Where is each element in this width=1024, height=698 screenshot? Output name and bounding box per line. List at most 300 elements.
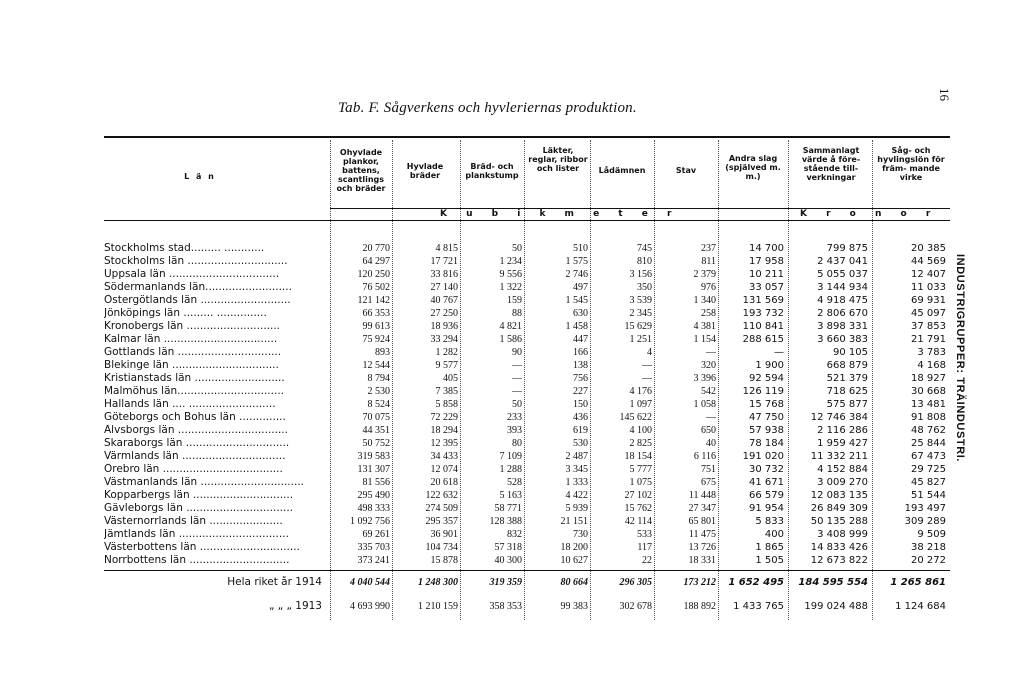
cell-laths: 5 939 <box>565 503 588 514</box>
unit-money: K r o n o r <box>800 209 939 219</box>
table-row <box>0 372 960 385</box>
cell-sawing-fee: 67 473 <box>911 451 946 462</box>
cell-unplaned-planks: 20 770 <box>362 243 390 254</box>
table-row <box>0 554 960 567</box>
cell-staves: 675 <box>701 477 716 488</box>
county-label: Västerbottens län .............................. <box>104 541 300 553</box>
cell-unplaned-planks: 99 613 <box>362 321 390 332</box>
cell-sawing-fee: 11 033 <box>911 282 946 293</box>
cell-planed-boards: 33 294 <box>430 334 458 345</box>
cell-plank-ends: 1 586 <box>499 334 522 345</box>
header-lan: L ä n <box>184 172 216 181</box>
cell-planed-boards: 4 815 <box>435 243 458 254</box>
cell-box-blanks: 117 <box>637 542 652 553</box>
total-cell-sawing-fee: 1 265 861 <box>890 577 946 588</box>
county-label: Kopparbergs län .............................. <box>104 489 294 501</box>
cell-total-value: 3 408 999 <box>817 529 868 540</box>
cell-sawing-fee: 44 569 <box>911 256 946 267</box>
cell-other: 1 865 <box>755 542 784 553</box>
cell-planed-boards: 7 385 <box>435 386 458 397</box>
cell-laths: 730 <box>573 529 588 540</box>
cell-staves: — <box>706 412 716 423</box>
cell-staves: 320 <box>701 360 716 371</box>
cell-total-value: 668 879 <box>826 360 868 371</box>
cell-unplaned-planks: 335 703 <box>357 542 390 553</box>
header-planed-boards: Hyvlade bräder <box>406 162 444 180</box>
cell-planed-boards: 1 282 <box>435 347 458 358</box>
cell-plank-ends: 1 234 <box>499 256 522 267</box>
cell-other: 5 833 <box>755 516 784 527</box>
cell-planed-boards: 5 858 <box>435 399 458 410</box>
total-cell-unplaned-planks: 4 693 990 <box>350 601 390 612</box>
cell-plank-ends: 528 <box>507 477 522 488</box>
cell-sawing-fee: 69 931 <box>911 295 946 306</box>
total-cell-staves: 188 892 <box>683 601 716 612</box>
cell-planed-boards: 27 140 <box>430 282 458 293</box>
cell-unplaned-planks: 319 583 <box>357 451 390 462</box>
cell-plank-ends: 88 <box>512 308 522 319</box>
cell-unplaned-planks: 131 307 <box>357 464 390 475</box>
cell-box-blanks: 5 777 <box>629 464 652 475</box>
cell-planed-boards: 27 250 <box>430 308 458 319</box>
cell-planed-boards: 18 294 <box>430 425 458 436</box>
cell-sawing-fee: 4 168 <box>917 360 946 371</box>
cell-box-blanks: 27 102 <box>624 490 652 501</box>
table-row <box>0 450 960 463</box>
total-cell-plank-ends: 319 359 <box>489 577 522 588</box>
cell-sawing-fee: 91 808 <box>911 412 946 423</box>
cell-total-value: 2 437 041 <box>817 256 868 267</box>
cell-box-blanks: 1 075 <box>629 477 652 488</box>
cell-unplaned-planks: 498 333 <box>357 503 390 514</box>
cell-plank-ends: 90 <box>512 347 522 358</box>
cell-planed-boards: 72 229 <box>430 412 458 423</box>
cell-total-value: 12 746 384 <box>810 412 868 423</box>
cell-staves: 18 331 <box>688 555 716 566</box>
cell-staves: 11 448 <box>688 490 716 501</box>
cell-sawing-fee: 9 509 <box>917 529 946 540</box>
total-cell-planed-boards: 1 210 159 <box>418 601 458 612</box>
header-unplaned-planks: Ohyvlade plankor, battens, scantlings och bräder <box>336 148 386 193</box>
table-row <box>0 242 960 255</box>
cell-staves: 976 <box>701 282 716 293</box>
cell-laths: 138 <box>573 360 588 371</box>
page-number: 16 <box>937 88 952 101</box>
county-label: Jämtlands län ................................. <box>104 528 289 540</box>
cell-laths: 10 627 <box>560 555 588 566</box>
cell-total-value: 26 849 309 <box>810 503 868 514</box>
cell-unplaned-planks: 69 261 <box>362 529 390 540</box>
county-label: Jönköpings län ......... ............... <box>104 307 267 319</box>
table-row <box>0 476 960 489</box>
cell-unplaned-planks: 70 075 <box>362 412 390 423</box>
cell-staves: — <box>706 347 716 358</box>
cell-planed-boards: 274 509 <box>425 503 458 514</box>
cell-box-blanks: 3 539 <box>629 295 652 306</box>
cell-total-value: 12 083 135 <box>810 490 868 501</box>
cell-other: 131 569 <box>742 295 784 306</box>
header-bottom-rule <box>104 220 950 221</box>
table-row <box>0 541 960 554</box>
cell-other: 191 020 <box>742 451 784 462</box>
total-cell-total-value: 184 595 554 <box>798 577 868 588</box>
cell-plank-ends: 159 <box>507 295 522 306</box>
cell-sawing-fee: 3 783 <box>917 347 946 358</box>
cell-other: 400 <box>764 529 784 540</box>
cell-plank-ends: 80 <box>512 438 522 449</box>
county-label: Skaraborgs län ............................... <box>104 437 290 449</box>
cell-total-value: 3 144 934 <box>817 282 868 293</box>
cell-sawing-fee: 309 289 <box>904 516 946 527</box>
cell-box-blanks: 1 251 <box>629 334 652 345</box>
cell-sawing-fee: 18 927 <box>911 373 946 384</box>
cell-unplaned-planks: 121 142 <box>357 295 390 306</box>
cell-other: 92 594 <box>749 373 784 384</box>
cell-sawing-fee: 20 272 <box>911 555 946 566</box>
cell-total-value: 50 135 288 <box>810 516 868 527</box>
cell-planed-boards: 295 357 <box>425 516 458 527</box>
cell-laths: 630 <box>573 308 588 319</box>
cell-unplaned-planks: 2 530 <box>367 386 390 397</box>
cell-box-blanks: 22 <box>642 555 652 566</box>
cell-total-value: 4 918 475 <box>817 295 868 306</box>
cell-laths: 497 <box>573 282 588 293</box>
cell-staves: 1 058 <box>693 399 716 410</box>
cell-planed-boards: 40 767 <box>430 295 458 306</box>
cell-plank-ends: — <box>512 360 522 371</box>
total-cell-sawing-fee: 1 124 684 <box>895 601 946 612</box>
cell-box-blanks: 4 <box>647 347 652 358</box>
cell-other: 57 938 <box>749 425 784 436</box>
cell-plank-ends: 1 322 <box>499 282 522 293</box>
cell-staves: 27 347 <box>688 503 716 514</box>
cell-box-blanks: 3 156 <box>629 269 652 280</box>
cell-other: 14 700 <box>749 243 784 254</box>
cell-other: 110 841 <box>742 321 784 332</box>
county-label: Hallands län .... .......................... <box>104 398 276 410</box>
table-row <box>0 489 960 502</box>
cell-box-blanks: 2 825 <box>629 438 652 449</box>
county-label: Östergötlands län ........................... <box>104 294 291 306</box>
cell-box-blanks: 745 <box>637 243 652 254</box>
cell-box-blanks: 1 097 <box>629 399 652 410</box>
cell-other: 78 184 <box>749 438 784 449</box>
table-row <box>0 320 960 333</box>
total-cell-box-blanks: 302 678 <box>619 601 652 612</box>
cell-unplaned-planks: 8 794 <box>367 373 390 384</box>
cell-planed-boards: 9 577 <box>435 360 458 371</box>
cell-staves: 40 <box>706 438 716 449</box>
cell-staves: 650 <box>701 425 716 436</box>
table-row <box>0 255 960 268</box>
cell-box-blanks: 810 <box>637 256 652 267</box>
cell-sawing-fee: 12 407 <box>911 269 946 280</box>
cell-other: 47 750 <box>749 412 784 423</box>
cell-laths: 530 <box>573 438 588 449</box>
cell-box-blanks: 4 100 <box>629 425 652 436</box>
county-label: Kalmar län .................................. <box>104 333 278 345</box>
cell-unplaned-planks: 295 490 <box>357 490 390 501</box>
cell-unplaned-planks: 893 <box>375 347 390 358</box>
cell-total-value: 5 055 037 <box>817 269 868 280</box>
cell-unplaned-planks: 1 092 756 <box>350 516 390 527</box>
cell-total-value: 521 379 <box>826 373 868 384</box>
cell-planed-boards: 18 936 <box>430 321 458 332</box>
cell-total-value: 12 673 822 <box>810 555 868 566</box>
cell-plank-ends: 9 556 <box>499 269 522 280</box>
county-label: Södermanlands län.......................... <box>104 281 292 293</box>
cell-plank-ends: 5 163 <box>499 490 522 501</box>
table-row <box>0 424 960 437</box>
total-cell-other: 1 652 495 <box>728 577 784 588</box>
cell-other: 66 579 <box>749 490 784 501</box>
cell-plank-ends: 832 <box>507 529 522 540</box>
unit-volume: K u b i k m e t e r <box>440 209 680 219</box>
total-cell-laths: 99 383 <box>560 601 588 612</box>
cell-staves: 6 116 <box>693 451 716 462</box>
table-row <box>0 346 960 359</box>
cell-unplaned-planks: 76 502 <box>362 282 390 293</box>
cell-unplaned-planks: 12 544 <box>362 360 390 371</box>
cell-other: 33 057 <box>749 282 784 293</box>
cell-other: 41 671 <box>749 477 784 488</box>
cell-laths: 447 <box>573 334 588 345</box>
cell-staves: 1 340 <box>693 295 716 306</box>
cell-sawing-fee: 37 853 <box>911 321 946 332</box>
total-cell-unplaned-planks: 4 040 544 <box>350 577 390 588</box>
cell-staves: 13 726 <box>688 542 716 553</box>
county-label: Västmanlands län ............................... <box>104 476 304 488</box>
total-cell-other: 1 433 765 <box>733 601 784 612</box>
total-cell-planed-boards: 1 248 300 <box>418 577 458 588</box>
total-cell-total-value: 199 024 488 <box>804 601 868 612</box>
table-row <box>0 398 960 411</box>
cell-planed-boards: 20 618 <box>430 477 458 488</box>
cell-laths: 21 151 <box>560 516 588 527</box>
cell-planed-boards: 122 632 <box>425 490 458 501</box>
county-label: Gottlands län ............................... <box>104 346 282 358</box>
cell-sawing-fee: 21 791 <box>911 334 946 345</box>
cell-other: 15 768 <box>749 399 784 410</box>
county-label: Kristianstads län ........................... <box>104 372 285 384</box>
header-box-blanks: Lådämnen <box>598 166 646 175</box>
county-label: Stockholms stad......... ............ <box>104 242 265 254</box>
cell-plank-ends: 40 300 <box>494 555 522 566</box>
cell-total-value: 1 959 427 <box>817 438 868 449</box>
county-label: Blekinge län ................................ <box>104 359 279 371</box>
cell-laths: 2 746 <box>565 269 588 280</box>
county-label: Värmlands län ............................... <box>104 450 286 462</box>
cell-total-value: 4 152 884 <box>817 464 868 475</box>
cell-plank-ends: — <box>512 386 522 397</box>
table-row <box>0 463 960 476</box>
county-label: Gävleborgs län ................................ <box>104 502 294 514</box>
cell-box-blanks: 2 345 <box>629 308 652 319</box>
cell-planed-boards: 12 074 <box>430 464 458 475</box>
cell-total-value: 14 833 426 <box>810 542 868 553</box>
cell-staves: 258 <box>701 308 716 319</box>
county-label: Uppsala län ................................. <box>104 268 280 280</box>
cell-laths: 227 <box>573 386 588 397</box>
cell-total-value: 575 877 <box>826 399 868 410</box>
cell-unplaned-planks: 120 250 <box>357 269 390 280</box>
cell-other: 17 958 <box>749 256 784 267</box>
cell-sawing-fee: 45 097 <box>911 308 946 319</box>
total-label: Hela riket år 1914 <box>227 576 322 588</box>
cell-planed-boards: 34 433 <box>430 451 458 462</box>
cell-unplaned-planks: 50 752 <box>362 438 390 449</box>
cell-unplaned-planks: 66 353 <box>362 308 390 319</box>
table-row <box>0 294 960 307</box>
cell-unplaned-planks: 373 241 <box>357 555 390 566</box>
cell-staves: 11 475 <box>688 529 716 540</box>
cell-planed-boards: 33 816 <box>430 269 458 280</box>
county-label: Kronobergs län ............................ <box>104 320 281 332</box>
cell-sawing-fee: 193 497 <box>904 503 946 514</box>
table-row <box>0 307 960 320</box>
cell-unplaned-planks: 75 924 <box>362 334 390 345</box>
table-row <box>0 411 960 424</box>
table-row <box>0 502 960 515</box>
cell-unplaned-planks: 64 297 <box>362 256 390 267</box>
cell-plank-ends: 58 771 <box>494 503 522 514</box>
cell-laths: 2 487 <box>565 451 588 462</box>
cell-staves: 1 154 <box>693 334 716 345</box>
cell-laths: 150 <box>573 399 588 410</box>
cell-total-value: 2 116 286 <box>817 425 868 436</box>
header-total-value: Sammanlagt värde å före- stående till- verkningar <box>801 146 861 182</box>
cell-plank-ends: 393 <box>507 425 522 436</box>
table-row <box>0 385 960 398</box>
cell-sawing-fee: 13 481 <box>911 399 946 410</box>
cell-planed-boards: 17 721 <box>430 256 458 267</box>
cell-other: 126 119 <box>742 386 784 397</box>
cell-total-value: 3 898 331 <box>817 321 868 332</box>
cell-plank-ends: — <box>512 373 522 384</box>
cell-sawing-fee: 48 762 <box>911 425 946 436</box>
table-row <box>0 333 960 346</box>
table-row <box>0 437 960 450</box>
totals-rule <box>104 570 950 571</box>
county-label: Älvsborgs län ................................. <box>104 424 288 436</box>
cell-laths: 1 333 <box>565 477 588 488</box>
cell-box-blanks: — <box>642 373 652 384</box>
cell-box-blanks: 18 154 <box>624 451 652 462</box>
header-sawing-fee: Såg- och hyvlingslön för främ- mande virke <box>877 146 945 182</box>
total-cell-laths: 80 664 <box>560 577 588 588</box>
table-row <box>0 281 960 294</box>
cell-planed-boards: 36 901 <box>430 529 458 540</box>
cell-plank-ends: 50 <box>512 399 522 410</box>
cell-box-blanks: 4 176 <box>629 386 652 397</box>
top-rule <box>104 136 950 138</box>
cell-staves: 751 <box>701 464 716 475</box>
cell-other: 1 900 <box>755 360 784 371</box>
cell-total-value: 799 875 <box>826 243 868 254</box>
cell-laths: 3 345 <box>565 464 588 475</box>
cell-unplaned-planks: 81 556 <box>362 477 390 488</box>
cell-sawing-fee: 30 668 <box>911 386 946 397</box>
cell-sawing-fee: 25 844 <box>911 438 946 449</box>
cell-staves: 542 <box>701 386 716 397</box>
county-label: Malmöhus län................................ <box>104 385 284 397</box>
cell-laths: 619 <box>573 425 588 436</box>
cell-laths: 1 545 <box>565 295 588 306</box>
total-row <box>0 600 960 613</box>
county-label: Göteborgs och Bohus län .............. <box>104 411 286 423</box>
header-plank-ends: Bräd- och plankstump <box>465 162 519 180</box>
cell-planed-boards: 12 395 <box>430 438 458 449</box>
cell-sawing-fee: 38 218 <box>911 542 946 553</box>
cell-box-blanks: 42 114 <box>624 516 652 527</box>
cell-total-value: 3 660 383 <box>817 334 868 345</box>
total-cell-staves: 173 212 <box>683 577 716 588</box>
county-label: Västernorrlands län ...................... <box>104 515 283 527</box>
cell-plank-ends: 50 <box>512 243 522 254</box>
total-row <box>0 576 960 589</box>
cell-other: 91 954 <box>749 503 784 514</box>
cell-box-blanks: 15 762 <box>624 503 652 514</box>
cell-other: 10 211 <box>749 269 784 280</box>
cell-laths: 4 422 <box>565 490 588 501</box>
cell-plank-ends: 128 388 <box>489 516 522 527</box>
cell-plank-ends: 7 109 <box>499 451 522 462</box>
cell-total-value: 3 009 270 <box>817 477 868 488</box>
cell-box-blanks: 533 <box>637 529 652 540</box>
cell-plank-ends: 1 288 <box>499 464 522 475</box>
cell-laths: 756 <box>573 373 588 384</box>
cell-unplaned-planks: 8 524 <box>367 399 390 410</box>
cell-total-value: 2 806 670 <box>817 308 868 319</box>
side-heading: INDUSTRIGRUPPER: TRÄINDUSTRI. <box>954 254 966 463</box>
cell-plank-ends: 4 821 <box>499 321 522 332</box>
cell-sawing-fee: 51 544 <box>911 490 946 501</box>
table-row <box>0 528 960 541</box>
table-title: Tab. F. Sågverkens och hyvleriernas produktion. <box>338 100 637 116</box>
table-row <box>0 268 960 281</box>
cell-planed-boards: 104 734 <box>425 542 458 553</box>
cell-laths: 18 200 <box>560 542 588 553</box>
cell-other: 288 615 <box>742 334 784 345</box>
cell-laths: 166 <box>573 347 588 358</box>
county-label: Stockholms län .............................. <box>104 255 288 267</box>
cell-staves: 237 <box>701 243 716 254</box>
cell-sawing-fee: 20 385 <box>911 243 946 254</box>
header-laths: Läkter, reglar, ribbor och lister <box>528 146 588 173</box>
cell-staves: 3 396 <box>693 373 716 384</box>
cell-box-blanks: 145 622 <box>619 412 652 423</box>
cell-plank-ends: 57 318 <box>494 542 522 553</box>
cell-planed-boards: 405 <box>443 373 458 384</box>
total-cell-box-blanks: 296 305 <box>619 577 652 588</box>
table-row <box>0 359 960 372</box>
cell-plank-ends: 233 <box>507 412 522 423</box>
cell-staves: 4 381 <box>693 321 716 332</box>
county-label: Örebro län .................................... <box>104 463 283 475</box>
cell-staves: 65 801 <box>688 516 716 527</box>
cell-other: — <box>774 347 784 358</box>
cell-other: 30 732 <box>749 464 784 475</box>
table-row <box>0 515 960 528</box>
county-label: Norrbottens län .............................. <box>104 554 290 566</box>
cell-laths: 1 575 <box>565 256 588 267</box>
cell-box-blanks: 350 <box>637 282 652 293</box>
cell-unplaned-planks: 44 351 <box>362 425 390 436</box>
cell-laths: 436 <box>573 412 588 423</box>
cell-planed-boards: 15 878 <box>430 555 458 566</box>
total-label: „ „ „ 1913 <box>268 600 322 612</box>
cell-staves: 811 <box>701 256 716 267</box>
